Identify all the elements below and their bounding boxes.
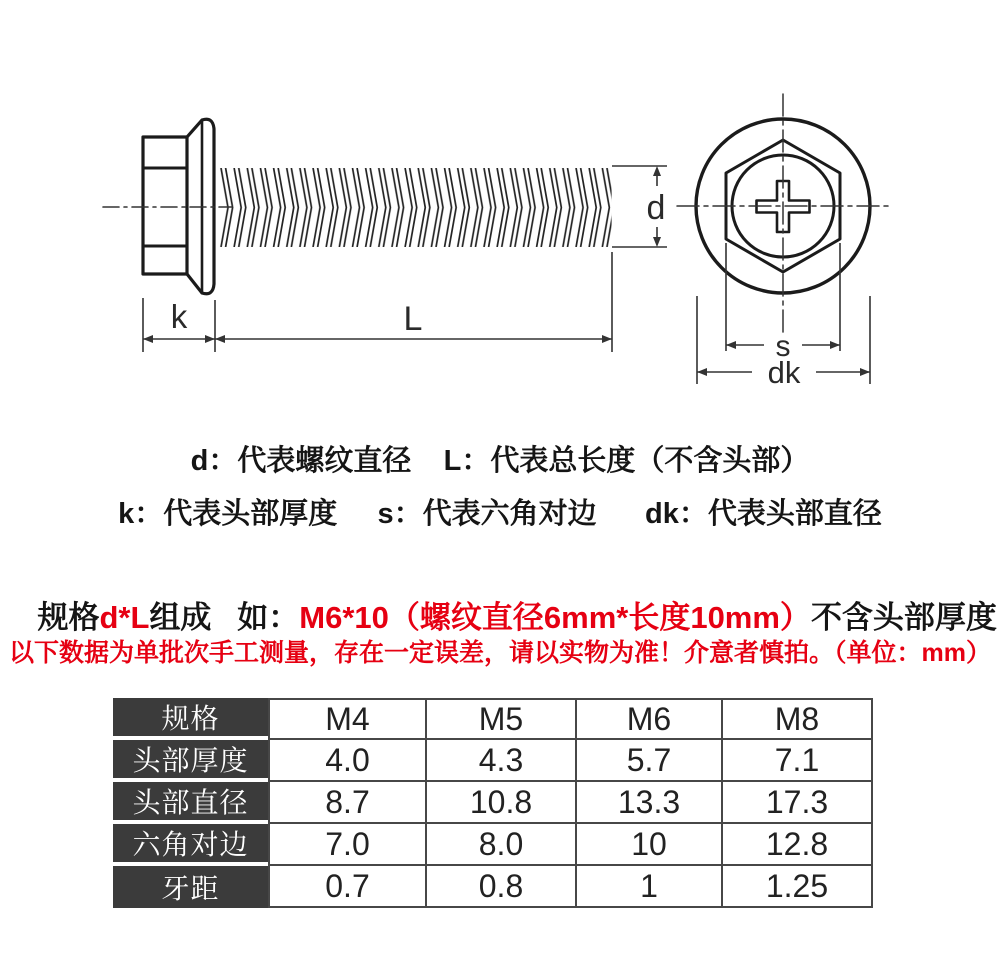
top-view bbox=[677, 94, 889, 332]
table-cell: 0.8 bbox=[427, 866, 577, 908]
side-view bbox=[103, 119, 612, 294]
thread-shank-2 bbox=[223, 168, 612, 247]
table-col-m8: M8 bbox=[723, 698, 873, 740]
table-col-m5: M5 bbox=[427, 698, 577, 740]
table-col-m4: M4 bbox=[268, 698, 427, 740]
spec-format-part-3: 组成 如： bbox=[149, 600, 300, 635]
table-cell: 1.25 bbox=[723, 866, 873, 908]
table-cell: 4.0 bbox=[268, 740, 427, 782]
table-cell: 10 bbox=[577, 824, 723, 866]
dim-label-k: k bbox=[170, 298, 188, 335]
spec-format-part-2: d*L bbox=[99, 600, 150, 635]
table-row-label-head-thickness: 头部厚度 bbox=[113, 740, 268, 782]
table-cell: 0.7 bbox=[268, 866, 427, 908]
technical-drawing bbox=[0, 0, 1000, 420]
table-row-label-head-diameter: 头部直径 bbox=[113, 782, 268, 824]
table-corner-label: 规格 bbox=[113, 698, 268, 740]
table-cell: 8.7 bbox=[268, 782, 427, 824]
legend-line-d-L: d：代表螺纹直径 L：代表总长度（不含头部） bbox=[190, 445, 810, 477]
table-cell: 8.0 bbox=[427, 824, 577, 866]
table-row-label-hex-across-flats: 六角对边 bbox=[113, 824, 268, 866]
spec-format-part-4: M6*10（螺纹直径6mm*长度10mm） bbox=[299, 600, 811, 635]
dim-label-d: d bbox=[646, 189, 666, 227]
dim-label-s: s bbox=[775, 330, 791, 363]
dim-label-dk: dk bbox=[767, 355, 801, 390]
spec-format-part-1: 规格 bbox=[37, 600, 100, 635]
table-cell: 4.3 bbox=[427, 740, 577, 782]
table-cell: 1 bbox=[577, 866, 723, 908]
table-cell: 10.8 bbox=[427, 782, 577, 824]
measurement-notice: 以下数据为单批次手工测量，存在一定误差，请以实物为准！介意者慎拍。（单位：mm） bbox=[9, 639, 991, 667]
table-cell: 5.7 bbox=[577, 740, 723, 782]
table-row-label-thread-pitch: 牙距 bbox=[113, 866, 268, 908]
table-cell: 17.3 bbox=[723, 782, 873, 824]
table-col-m6: M6 bbox=[577, 698, 723, 740]
table-cell: 13.3 bbox=[577, 782, 723, 824]
table-cell: 7.0 bbox=[268, 824, 427, 866]
spec-table bbox=[113, 698, 873, 908]
spec-format-part-5: 不含头部厚度 bbox=[810, 600, 997, 635]
hex-head-side bbox=[143, 137, 187, 274]
table-cell: 7.1 bbox=[723, 740, 873, 782]
table-cell: 12.8 bbox=[723, 824, 873, 866]
dim-label-L: L bbox=[403, 300, 423, 338]
legend-line-k-s-dk: k：代表头部厚度 s：代表六角对边 dk：代表头部直径 bbox=[118, 498, 882, 530]
